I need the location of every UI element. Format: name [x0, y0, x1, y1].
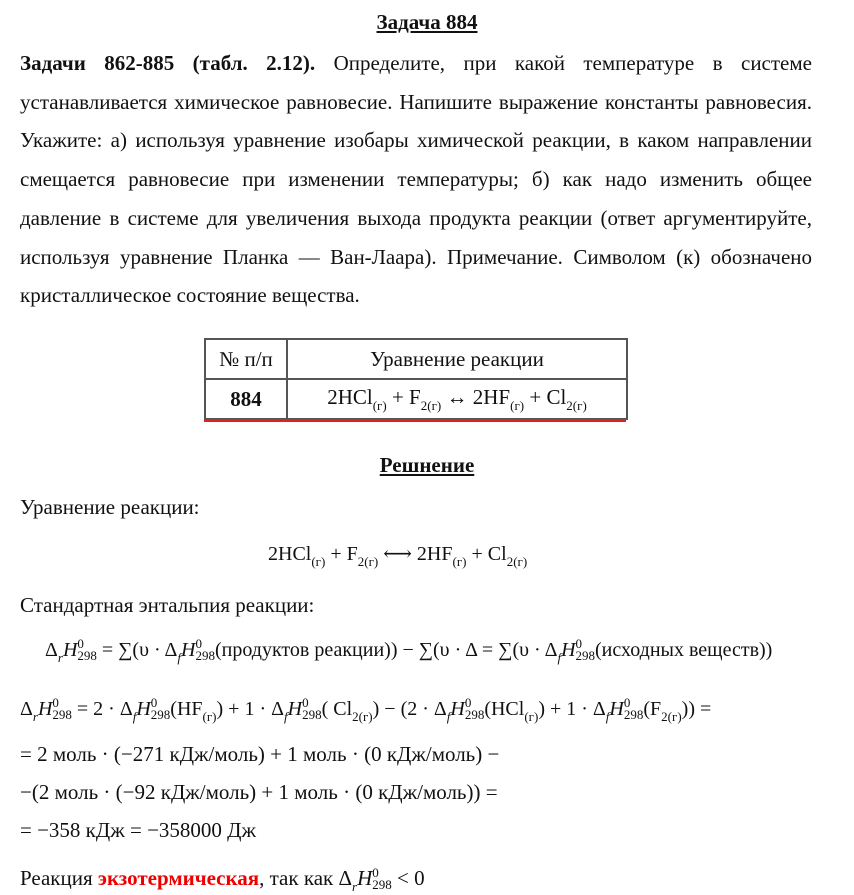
table-underline — [204, 419, 626, 422]
enthalpy-calculation-result: = −358 кДж = −358000 Дж — [20, 818, 256, 842]
reaction-table — [204, 338, 628, 420]
problem-text: Определите, при какой температуре в системе устанавливается химическое равновесие. Напишите выражение константы равновесия. Укажите: а) используя уравнение изобары химической реакции, в каком направлении смещается равновесие при изменении температуры; б) как надо изменить общее давление в системе для увеличения выхода продукта реакции (ответ аргументируйте, используя уравнение Планка — Ван-Лаара). Примечание. Символом (к) обозначено кристаллическое состояние вещества. — [20, 51, 812, 308]
task-title: Задача 884 — [376, 10, 478, 34]
problem-statement — [20, 44, 812, 315]
table-cell-equation: $2HCl_{(г)} + F_{2(г)}$ ↔ $2HF_{(г)} + Cl_{2(г)}$ — [287, 379, 627, 419]
reaction-equation: $2HCl_{(г)} + F_{2(г)}$ ⟷ $2HF_{(г)} + Cl_{2(г)}$ — [268, 543, 528, 569]
table-cell-number: 884 — [205, 379, 287, 419]
problem-lead: Задачи 862-885 (табл. 2.12). — [20, 51, 316, 75]
general-enthalpy-formula: $\Delta_rH$ 0 298 = $\sum(\upsilon \cdot \Delta_fH$ 0 298 (продуктов реакции)) − $\sum(\upsilon \cdot \Delta = \sum(\upsilon \cdot \Delta_fH$ 0 298 (исходных веществ)) — [45, 636, 773, 665]
enthalpy-calculation-line-3: −(2 моль · (−92 кДж/моль) + 1 моль · (0 кДж/моль)) = — [20, 780, 498, 804]
table-header-equation: Уравнение реакции — [287, 339, 627, 379]
table-header-number: № п/п — [205, 339, 287, 379]
reaction-label: Уравнение реакции: — [20, 495, 200, 519]
enthalpy-label: Стандартная энтальпия реакции: — [20, 593, 315, 617]
solution-heading: Решнение — [379, 453, 475, 477]
exothermic-highlight: экзотермическая — [97, 866, 260, 890]
enthalpy-calculation-line-1: $\Delta_rH$ 0 298 = $2 \cdot \Delta_fH$ 0 298 $(HF_{(г)}) + 1 \cdot \Delta_fH$ 0 298 ( $Cl_{2(г)}) - (2 \cdot \Delta_fH$ 0 298 $(HCl_{(г)}) + 1 \cdot \Delta_fH$ 0 298 $(F_{2(г)})$) = — [20, 695, 712, 724]
enthalpy-calculation-line-2: = 2 моль · (−271 кДж/моль) + 1 моль · (0 кДж/моль) − — [20, 742, 500, 766]
conclusion: Реакция экзотермическая, так как $\Delta_rH$ 0 298 < 0 — [20, 865, 425, 894]
